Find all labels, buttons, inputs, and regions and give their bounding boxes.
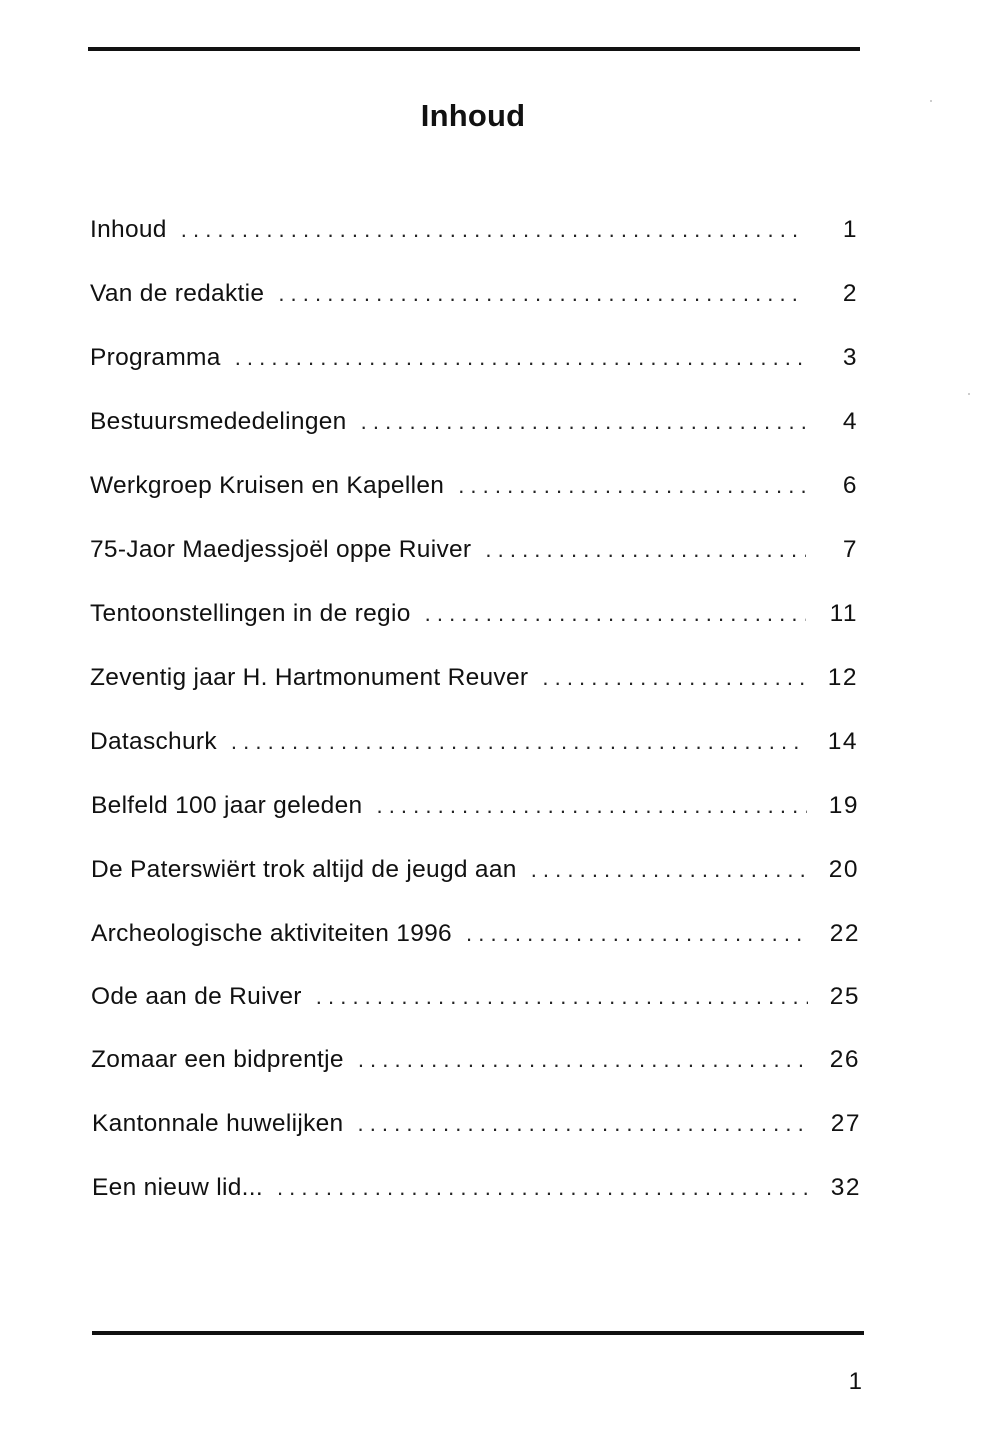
bottom-rule	[92, 1331, 864, 1335]
toc-entry-inhoud[interactable]	[90, 213, 858, 247]
toc-entry-title: Belfeld 100 jaar geleden	[91, 789, 376, 823]
toc-entry-title: Bestuursmededelingen	[90, 405, 361, 439]
toc-entry-page: 14	[806, 725, 858, 759]
toc-entry-page: 1	[806, 213, 858, 247]
toc-entry-title: Kantonnale huwelijken	[92, 1107, 357, 1141]
toc-entry-page: 3	[806, 341, 858, 375]
toc-entry-title: Ode aan de Ruiver	[91, 980, 316, 1014]
toc-dot-leader	[425, 597, 806, 631]
toc-entry-page: 7	[806, 533, 858, 567]
toc-dot-leader	[376, 789, 807, 823]
toc-entry-page: 11	[806, 597, 858, 631]
toc-entry-title: Programma	[90, 341, 235, 375]
toc-dot-leader	[277, 1171, 809, 1205]
toc-entry-page: 19	[807, 789, 859, 823]
toc-entry-title: Archeologische aktiviteiten 1996	[91, 917, 466, 951]
toc-entry-programma[interactable]	[90, 341, 858, 375]
toc-entry-archeologische[interactable]	[91, 917, 860, 951]
toc-entry-page: 22	[808, 917, 860, 951]
toc-entry-kantonnale[interactable]	[92, 1107, 861, 1141]
toc-entry-page: 6	[806, 469, 858, 503]
toc-entry-page: 12	[806, 661, 858, 695]
toc-entry-title: Van de redaktie	[90, 277, 278, 311]
page-title: Inhoud	[420, 97, 526, 133]
toc-entry-title: 75-Jaor Maedjessjoël oppe Ruiver	[90, 533, 485, 567]
toc-entry-ode-aan-de-ruiver[interactable]	[91, 980, 860, 1014]
toc-entry-werkgroep-kruisen[interactable]	[90, 469, 858, 503]
toc-dot-leader	[181, 213, 806, 247]
toc-dot-leader	[316, 980, 808, 1014]
toc-entry-zeventig-jaar[interactable]	[90, 661, 858, 695]
toc-entry-een-nieuw-lid[interactable]	[92, 1171, 861, 1205]
toc-entry-page: 32	[809, 1171, 861, 1205]
toc-dot-leader	[278, 277, 806, 311]
page-number: 1	[848, 1368, 862, 1395]
toc-entry-tentoonstellingen[interactable]	[90, 597, 858, 631]
toc-entry-title: Zomaar een bidprentje	[91, 1043, 358, 1077]
scan-speck	[968, 393, 970, 395]
toc-entry-title: Inhoud	[90, 213, 181, 247]
toc-entry-paterswiert[interactable]	[91, 853, 859, 887]
toc-entry-page: 2	[806, 277, 858, 311]
toc-entry-title: Werkgroep Kruisen en Kapellen	[90, 469, 458, 503]
toc-entry-page: 26	[808, 1043, 860, 1077]
toc-dot-leader	[357, 1107, 809, 1141]
scan-speck	[930, 100, 932, 102]
toc-entry-page: 4	[806, 405, 858, 439]
toc-dot-leader	[361, 405, 806, 439]
toc-dot-leader	[466, 917, 808, 951]
toc-dot-leader	[542, 661, 806, 695]
toc-dot-leader	[358, 1043, 808, 1077]
toc-dot-leader	[531, 853, 807, 887]
toc-entry-van-de-redaktie[interactable]	[90, 277, 858, 311]
toc-entry-75-jaor[interactable]	[90, 533, 858, 567]
toc-dot-leader	[485, 533, 806, 567]
toc-dot-leader	[231, 725, 806, 759]
toc-entry-dataschurk[interactable]	[90, 725, 858, 759]
toc-entry-title: Zeventig jaar H. Hartmonument Reuver	[90, 661, 542, 695]
toc-entry-page: 27	[809, 1107, 861, 1141]
toc-entry-title: Tentoonstellingen in de regio	[90, 597, 425, 631]
toc-entry-zomaar[interactable]	[91, 1043, 860, 1077]
toc-entry-bestuursmededelingen[interactable]	[90, 405, 858, 439]
toc-entry-belfeld[interactable]	[91, 789, 859, 823]
toc-entry-page: 20	[807, 853, 859, 887]
toc-entry-title: De Paterswiërt trok altijd de jeugd aan	[91, 853, 531, 887]
toc-entry-title: Een nieuw lid...	[92, 1171, 277, 1205]
toc-entry-title: Dataschurk	[90, 725, 231, 759]
toc-entry-page: 25	[808, 980, 860, 1014]
toc-dot-leader	[235, 341, 806, 375]
toc-dot-leader	[458, 469, 806, 503]
